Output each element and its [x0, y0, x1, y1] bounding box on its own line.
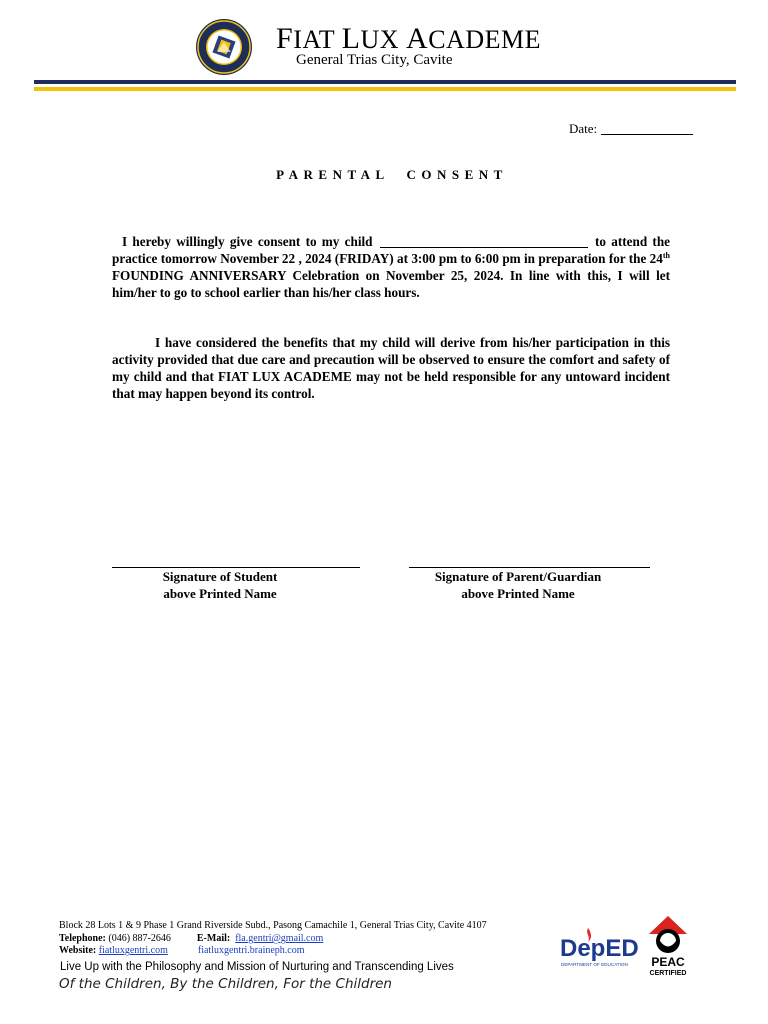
svg-text:CERTIFIED: CERTIFIED	[649, 970, 687, 977]
parent-signature-label: Signature of Parent/Guardian above Printed Name	[434, 569, 602, 601]
date-label: Date:	[569, 121, 598, 136]
deped-logo	[558, 922, 638, 970]
date-blank[interactable]	[601, 121, 693, 135]
consent-paragraph-1: I hereby willingly give consent to my child to attend the practice tomorrow November 22 , 2024 (FRIDAY) at 3:00 pm to 6:00 pm in preparation for the 24th FOUNDING ANNIVERSARY Celebration on November 25, 2024. In line with this, I will let him/her to go to school earlier than his/her class hours.	[112, 234, 671, 300]
child-name-blank[interactable]	[380, 235, 588, 248]
school-name: FIAT LUX ACADEME	[276, 22, 541, 55]
svg-text:DEPARTMENT OF EDUCATION: DEPARTMENT OF EDUCATION	[561, 962, 628, 967]
footer-contact-website: Website: fiatluxgentri.com fiatluxgentri.braineph.com	[59, 945, 305, 956]
svg-text:PEAC: PEAC	[651, 955, 685, 969]
header-rule-gold	[34, 87, 736, 91]
document-title: PARENTAL CONSENT	[276, 167, 508, 182]
consent-paragraph-2: I have considered the benefits that my child will derive from his/her participation in this activity provided that due care and precaution will be observed to ensure the comfort and safety of my child and that FIAT LUX ACADEME may not be held responsible for any untoward incident that may happen beyond its control.	[112, 335, 670, 401]
footer-motto: Of the Children, By the Children, For the Children	[59, 976, 392, 992]
email-link[interactable]: fla.gentri@gmail.com	[235, 933, 324, 944]
svg-text:DepED: DepED	[560, 935, 638, 962]
header-rule-navy	[34, 80, 736, 84]
date-field	[569, 121, 693, 137]
student-signature-label: Signature of Student above Printed Name	[162, 569, 278, 601]
footer-contact-phone-email: Telephone: (046) 887-2646 E-Mail: fla.gentri@gmail.com	[59, 933, 324, 944]
website-link[interactable]: fiatluxgentri.com	[98, 945, 168, 956]
school-seal-logo	[195, 18, 253, 76]
peac-certified-logo	[643, 914, 693, 978]
footer-tagline: Live Up with the Philosophy and Mission of Nurturing and Transcending Lives	[60, 961, 454, 973]
footer-address: Block 28 Lots 1 & 9 Phase 1 Grand Riverside Subd., Pasong Camachile 1, General Trias City, Cavite 4107	[59, 920, 487, 931]
school-location: General Trias City, Cavite	[296, 52, 453, 68]
website-link-2[interactable]: fiatluxgentri.braineph.com	[197, 945, 305, 956]
